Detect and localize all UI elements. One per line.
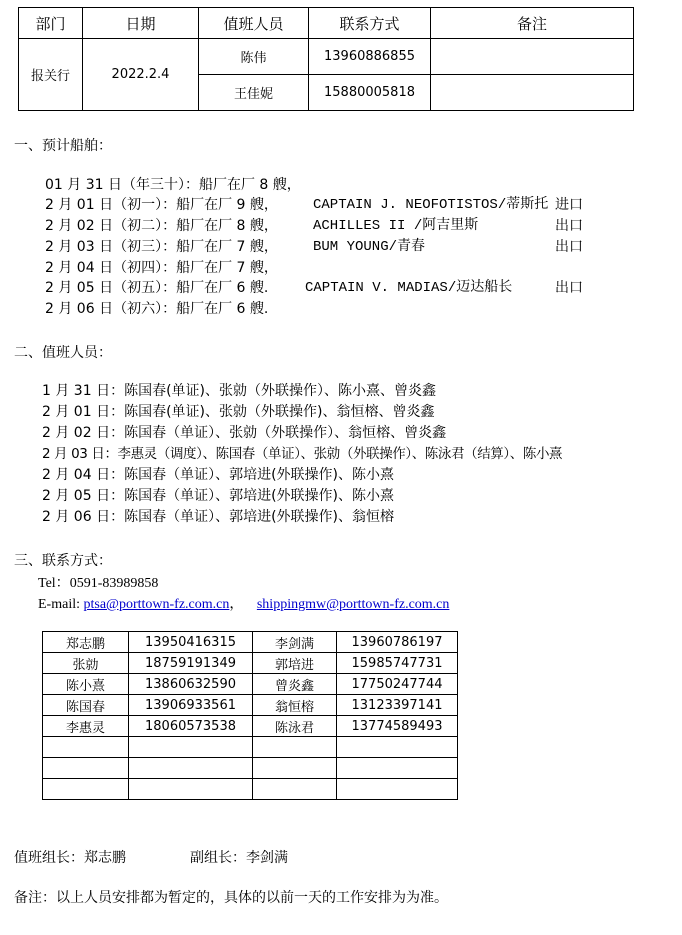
duty-leader: 值班组长：郑志鹏 <box>14 850 126 866</box>
ship-line <box>45 278 583 298</box>
contact-name-cell: 陈小熹 <box>43 674 129 695</box>
contact-name-cell: 李剑满 <box>253 632 337 653</box>
ship-direction: 出口 <box>555 239 583 255</box>
ship-direction: 进口 <box>555 197 583 213</box>
contact-phone-cell: 13860632590 <box>129 674 253 695</box>
ship-direction: 出口 <box>555 280 583 296</box>
contact-phone-cell <box>129 779 253 800</box>
contact-name-cell: 陈国春 <box>43 695 129 716</box>
ship-vessel: CAPTAIN J. NEOFOTISTOS/蒂斯托 <box>313 197 549 213</box>
ship-date: 2 月 01 日（初一）：船厂在厂 9 艘， <box>45 197 278 213</box>
staff-cell: 王佳妮 <box>199 75 309 111</box>
contact-phone-cell: 18060573538 <box>129 716 253 737</box>
contact-phone-cell: 13123397141 <box>337 695 458 716</box>
tel-number: 0591-83989858 <box>69 576 159 591</box>
header-note: 备注 <box>431 8 634 39</box>
ship-direction: 出口 <box>555 218 583 234</box>
contact-name-cell <box>43 737 129 758</box>
note-cell <box>431 39 634 75</box>
header-date: 日期 <box>83 8 199 39</box>
contact-row <box>43 695 458 716</box>
contact-name-cell: 郭培进 <box>253 653 337 674</box>
ship-vessel: CAPTAIN V. MADIAS/迈达船长 <box>305 280 513 296</box>
staff-line: 2 月 02 日：陈国春（单证）、张勍（外联操作）、翁恒榕、曾炎鑫 <box>42 425 447 441</box>
contact-phone-cell <box>129 737 253 758</box>
contact-phone-cell: 18759191349 <box>129 653 253 674</box>
ship-date: 2 月 05 日（初五）：船厂在厂 6 艘. <box>45 280 269 296</box>
staff-line: 2 月 06 日：陈国春（单证）、郭培进(外联操作)、翁恒榕 <box>42 509 394 525</box>
contact-name-cell <box>43 758 129 779</box>
tel-line <box>38 572 158 592</box>
contact-phone-cell <box>129 758 253 779</box>
ship-date: 2 月 02 日（初二）：船厂在厂 8 艘， <box>45 218 278 234</box>
email-link-ptsa[interactable]: ptsa@porttown-fz.com.cn <box>83 597 230 612</box>
contact-row <box>43 779 458 800</box>
ship-line <box>45 258 278 278</box>
contact-phone-cell <box>337 758 458 779</box>
email-label: E-mail: <box>38 597 80 612</box>
remark-text: 备注：以上人员安排都为暂定的，具体的以前一天的工作安排为为准。 <box>14 890 448 906</box>
ship-vessel: ACHILLES II /阿吉里斯 <box>313 218 479 234</box>
contact-row <box>43 737 458 758</box>
ship-date: 2 月 04 日（初四）：船厂在厂 7 艘， <box>45 260 278 276</box>
deputy-leader: 副组长：李剑满 <box>190 850 288 866</box>
phone-cell: 13960886855 <box>309 39 431 75</box>
tel-label: Tel： <box>38 576 70 591</box>
ship-date: 2 月 06 日（初六）：船厂在厂 6 艘. <box>45 301 269 317</box>
duty-row <box>19 39 634 75</box>
ship-line <box>45 195 583 215</box>
ship-date: 2 月 03 日（初三）：船厂在厂 7 艘， <box>45 239 278 255</box>
contact-name-cell <box>43 779 129 800</box>
ship-vessel: BUM YOUNG/青春 <box>313 239 426 255</box>
contact-row <box>43 674 458 695</box>
contact-row <box>43 632 458 653</box>
ship-date: 01 月 31 日（年三十）：船厂在厂 8 艘， <box>45 177 301 193</box>
contact-phone-cell <box>337 779 458 800</box>
contact-phone-cell: 17750247744 <box>337 674 458 695</box>
date-cell: 2022.2.4 <box>83 39 199 111</box>
ships-heading: 一、预计船舶： <box>14 138 112 154</box>
staff-line: 2 月 01 日：陈国春(单证)、张勍（外联操作)、翁恒榕、曾炎鑫 <box>42 404 435 420</box>
contact-phone-cell: 15985747731 <box>337 653 458 674</box>
contact-phone-cell: 13950416315 <box>129 632 253 653</box>
staff-heading: 二、值班人员： <box>14 345 112 361</box>
staff-line: 2 月 05 日：陈国春（单证）、郭培进(外联操作)、陈小熹 <box>42 488 394 504</box>
ship-line <box>45 237 583 257</box>
contact-table <box>42 631 458 800</box>
ship-line <box>45 175 301 195</box>
duty-table <box>18 7 634 111</box>
contact-row <box>43 653 458 674</box>
contact-name-cell: 曾炎鑫 <box>253 674 337 695</box>
header-staff: 值班人员 <box>199 8 309 39</box>
staff-cell: 陈伟 <box>199 39 309 75</box>
contact-row <box>43 758 458 779</box>
contact-name-cell <box>253 737 337 758</box>
header-contact: 联系方式 <box>309 8 431 39</box>
ship-line <box>45 216 583 236</box>
staff-line: 2 月 03 日：李惠灵（调度）、陈国春（单证）、张勍（外联操作）、陈泳君（结算）、陈小熹 <box>42 446 563 462</box>
contact-name-cell: 郑志鹏 <box>43 632 129 653</box>
dept-cell: 报关行 <box>19 39 83 111</box>
duty-table-header <box>19 8 634 39</box>
contact-name-cell: 陈泳君 <box>253 716 337 737</box>
contact-name-cell <box>253 758 337 779</box>
email-line <box>38 593 449 613</box>
header-dept: 部门 <box>19 8 83 39</box>
email-link-shipping[interactable]: shippingmw@porttown-fz.com.cn <box>256 597 450 612</box>
contact-row <box>43 716 458 737</box>
email-separator: ， <box>229 597 244 612</box>
staff-line: 1 月 31 日：陈国春(单证)、张勍（外联操作）、陈小熹、曾炎鑫 <box>42 383 436 399</box>
contact-phone-cell: 13906933561 <box>129 695 253 716</box>
contact-heading: 三、联系方式： <box>14 553 112 569</box>
ship-line <box>45 299 268 319</box>
contact-name-cell: 张勍 <box>43 653 129 674</box>
note-cell <box>431 75 634 111</box>
phone-cell: 15880005818 <box>309 75 431 111</box>
contact-phone-cell: 13960786197 <box>337 632 458 653</box>
contact-phone-cell: 13774589493 <box>337 716 458 737</box>
staff-line: 2 月 04 日：陈国春（单证）、郭培进(外联操作)、陈小熹 <box>42 467 394 483</box>
contact-phone-cell <box>337 737 458 758</box>
contact-name-cell: 翁恒榕 <box>253 695 337 716</box>
contact-name-cell: 李惠灵 <box>43 716 129 737</box>
contact-name-cell <box>253 779 337 800</box>
